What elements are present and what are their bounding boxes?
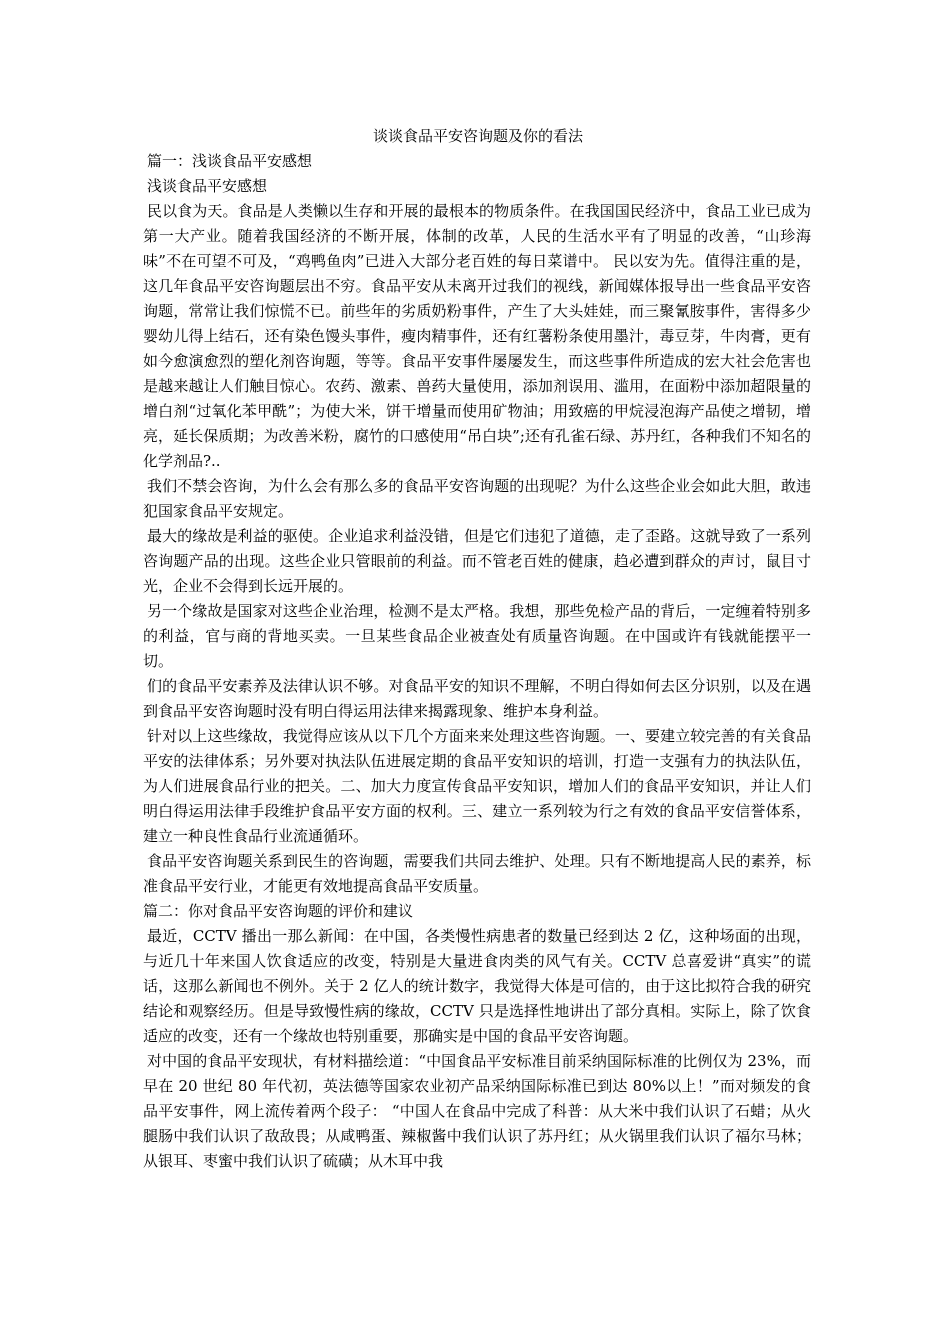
section-two-heading: 篇二：你对食品平安咨询题的评价和建议	[143, 902, 414, 920]
paragraph: 另一个缘故是国家对这些企业治理，检测不是太严格。我想，那些免检产品的背后，一定缠着特别多的利益，官与商的背地买卖。一旦某些食品企业被查处有质量咨询题。在中国或许有钱就能摆平一切。	[143, 602, 811, 670]
document-page	[143, 124, 811, 1174]
paragraph: 民以食为天。食品是人类懒以生存和开展的最根本的物质条件。在我国国民经济中，食品工业已成为第一大产业。随着我国经济的不断开展，体制的改革，人民的生活水平有了明显的改善，“山珍海味”不在可望不可及，“鸡鸭鱼肉”已进入大部分老百姓的每日菜谱中。 民以安为先。值得注重的是，这几年食品平安咨询题层出不穷。食品平安从未离开过我们的视线，新闻媒体报导出一些食品平安咨询题，常常让我们惊慌不已。前些年的劣质奶粉事件，产生了大头娃娃，而三聚氰胺事件，害得多少婴幼儿得上结石，还有染色馒头事件，瘦肉精事件，还有红薯粉条使用墨汁，毒豆芽，牛肉膏，更有如今愈演愈烈的塑化剂咨询题，等等。食品平安事件屡屡发生，而这些事件所造成的宏大社会危害也是越来越让人们触目惊心。农药、激素、兽药大量使用，添加剂误用、滥用，在面粉中添加超限量的增白剂“过氧化苯甲酰”；为使大米，饼干增量而使用矿物油；用致癌的甲烷浸泡海产品使之增韧，增亮，延长保质期；为改善米粉，腐竹的口感使用“吊白块”;还有孔雀石绿、苏丹红，各种我们不知名的化学剂品?..	[143, 202, 811, 470]
paragraph: 最大的缘故是利益的驱使。企业追求利益没错，但是它们违犯了道德，走了歪路。这就导致了一系列咨询题产品的出现。这些企业只管眼前的利益。而不管老百姓的健康，趋必遭到群众的声讨，鼠目寸光，企业不会得到长远开展的。	[143, 527, 811, 595]
paragraph: 们的食品平安素养及法律认识不够。对食品平安的知识不理解，不明白得如何去区分识别，以及在遇到食品平安咨询题时没有明白得运用法律来揭露现象、维护本身利益。	[143, 677, 811, 720]
section-one-subheading: 浅谈食品平安感想	[147, 177, 268, 195]
paragraph: 最近，CCTV 播出一那么新闻：在中国，各类慢性病患者的数量已经到达 2 亿，这种场面的出现，与近几十年来国人饮食适应的改变，特别是大量进食肉类的风气有关。CCTV 总喜爱讲“真实”的谎话，这那么新闻也不例外。关于 2 亿人的统计数字，我觉得大体是可信的，由于这比拟符合我的研究结论和观察经历。但是导致慢性病的缘故，CCTV 只是选择性地讲出了部分真相。实际上，除了饮食适应的改变，还有一个缘故也特别重要，那确实是中国的食品平安咨询题。	[143, 927, 811, 1045]
section-two	[143, 899, 811, 1174]
section-one-heading: 篇一：浅谈食品平安感想	[147, 152, 313, 170]
paragraph: 食品平安咨询题关系到民生的咨询题，需要我们共同去维护、处理。只有不断地提高人民的素养，标准食品平安行业，才能更有效地提高食品平安质量。	[143, 852, 811, 895]
paragraph: 我们不禁会咨询，为什么会有那么多的食品平安咨询题的出现呢？为什么这些企业会如此大胆，敢违犯国家食品平安规定。	[143, 477, 811, 520]
section-one	[143, 149, 811, 899]
document-title: 谈谈食品平安咨询题及你的看法	[372, 127, 583, 145]
paragraph: 针对以上这些缘故，我觉得应该从以下几个方面来来处理这些咨询题。一、要建立较完善的有关食品平安的法律体系；另外要对执法队伍进展定期的食品平安知识的培训，打造一支强有力的执法队伍，为人们进展食品行业的把关。二、加大力度宣传食品平安知识，增加人们的食品平安知识，并让人们明白得运用法律手段维护食品平安方面的权利。三、建立一系列较为行之有效的食品平安信誉体系，建立一种良性食品行业流通循环。	[143, 727, 811, 845]
paragraph: 对中国的食品平安现状，有材料描绘道：“中国食品平安标准目前采纳国际标准的比例仅为 23%，而早在 20 世纪 80 年代初，英法德等国家农业初产品采纳国际标准已到达 80%以上！”而对频发的食品平安事件，网上流传着两个段子： “中国人在食品中完成了科普：从大米中我们认识了石蜡；从火腿肠中我们认识了敌敌畏；从咸鸭蛋、辣椒酱中我们认识了苏丹红；从火锅里我们认识了福尔马林；从银耳、枣蜜中我们认识了硫磺；从木耳中我	[143, 1052, 811, 1170]
